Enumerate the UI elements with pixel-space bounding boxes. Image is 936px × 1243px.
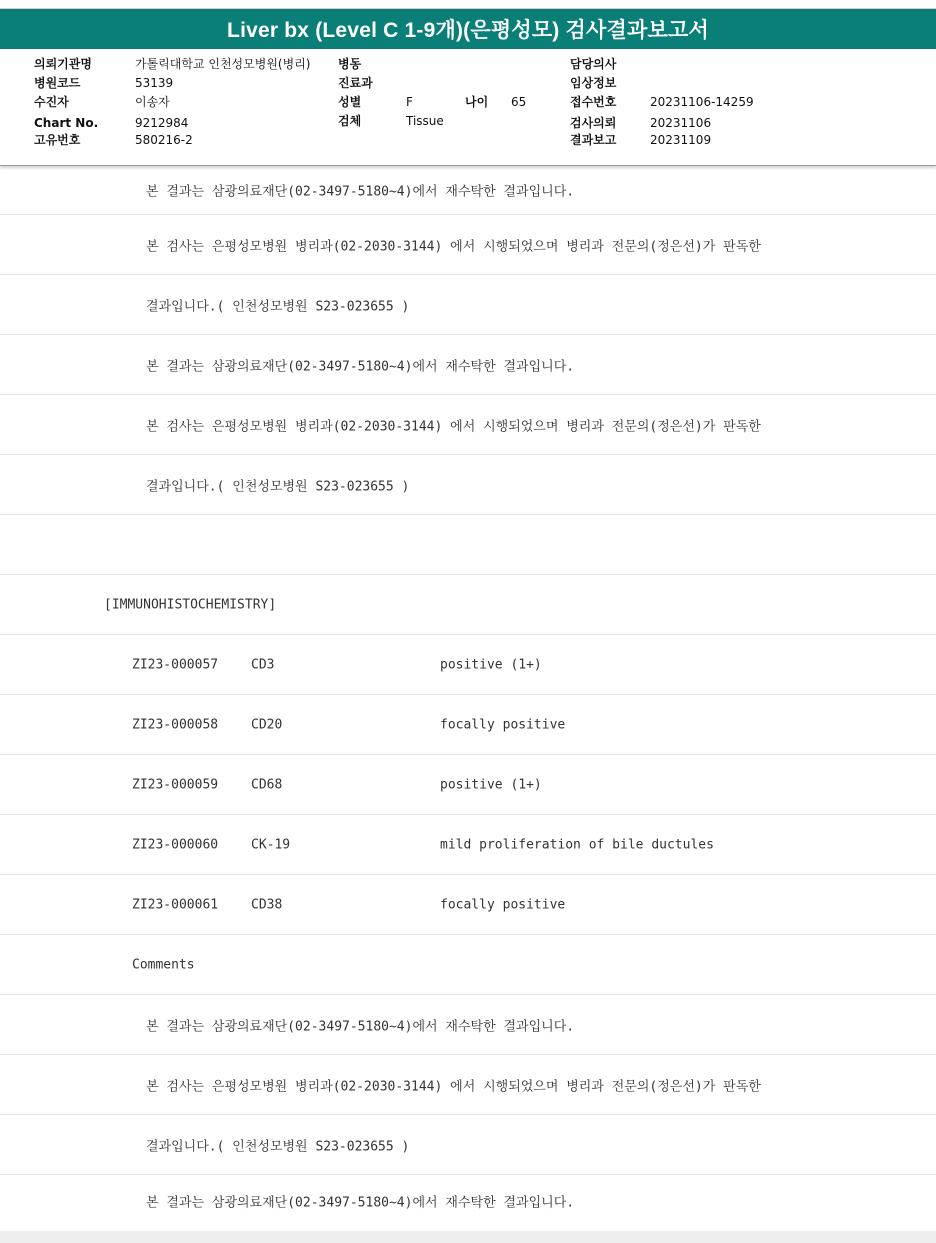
receipt-label: 접수번호 [570, 95, 617, 109]
comments-heading: Comments [0, 935, 936, 995]
ihc-result: mild proliferation of bile ductules [440, 837, 714, 852]
comment-line: 본 결과는 삼광의료재단(02-3497-5180~4)에서 재수탁한 결과입니다. [146, 1195, 575, 1211]
hospcode-label: 병원코드 [34, 76, 81, 90]
sex-value: F [406, 95, 413, 109]
report-title: Liver bx (Level C 1-9개)(은평성모) 검사결과보고서 [0, 9, 936, 49]
ihc-row [0, 755, 936, 815]
dept-label: 진료과 [338, 76, 373, 90]
ihc-id: ZI23-000061 [132, 897, 219, 912]
ihc-id: ZI23-000059 [132, 777, 219, 792]
report-body [0, 166, 936, 1227]
report-date-label: 결과보고 [570, 133, 617, 147]
ihc-marker: CD38 [251, 897, 283, 912]
ihc-row [0, 815, 936, 875]
report-line: 본 결과는 삼광의료재단(02-3497-5180~4)에서 재수탁한 결과입니다. [0, 166, 936, 215]
ihc-marker: CD68 [251, 777, 283, 792]
report-line: 결과입니다.( 인천성모병원 S23-023655 ) [0, 455, 936, 515]
comment-line: 결과입니다.( 인천성모병원 S23-023655 ) [0, 1115, 936, 1175]
age-label: 나이 [465, 95, 489, 109]
ihc-result: positive (1+) [440, 777, 542, 792]
patient-label: 수진자 [34, 95, 69, 109]
unique-value: 580216-2 [135, 133, 193, 147]
ihc-section-heading: [IMMUNOHISTOCHEMISTRY] [0, 575, 936, 635]
report-date-value: 20231109 [650, 133, 712, 147]
ihc-id: ZI23-000060 [132, 837, 219, 852]
hospcode-value: 53139 [135, 76, 174, 90]
patient-info-panel [0, 49, 936, 166]
ward-label: 병동 [338, 57, 362, 71]
ihc-row [0, 635, 936, 695]
patient-value: 이송자 [135, 95, 170, 109]
ihc-marker: CD3 [251, 657, 275, 672]
specimen-value: Tissue [406, 114, 444, 128]
ihc-id: ZI23-000057 [132, 657, 219, 672]
ihc-row [0, 875, 936, 935]
institution-label: 의뢰기관명 [34, 57, 92, 71]
unique-label: 고유번호 [34, 133, 81, 147]
age-value: 65 [511, 95, 527, 109]
ihc-row [0, 695, 936, 755]
ihc-result: positive (1+) [440, 657, 542, 672]
receipt-value: 20231106-14259 [650, 95, 754, 109]
top-border [0, 0, 936, 9]
specimen-label: 검체 [338, 114, 362, 128]
ihc-result: focally positive [440, 897, 566, 912]
chart-label: Chart No. [34, 116, 99, 130]
comment-line: 본 검사는 은평성모병원 병리과(02-2030-3144) 에서 시행되었으며 병리과 전문의(정은선)가 판독한 [0, 1055, 936, 1115]
request-value: 20231106 [650, 116, 712, 130]
report-line: 결과입니다.( 인천성모병원 S23-023655 ) [0, 275, 936, 335]
clinical-label: 임상정보 [570, 76, 617, 90]
chart-value: 9212984 [135, 116, 189, 130]
report-line-blank [0, 515, 936, 575]
ihc-marker: CK-19 [251, 837, 291, 852]
ihc-result: focally positive [440, 717, 566, 732]
sex-label: 성별 [338, 95, 362, 109]
bottom-scroll-area [0, 1231, 936, 1243]
report-line: 본 결과는 삼광의료재단(02-3497-5180~4)에서 재수탁한 결과입니다. [0, 335, 936, 395]
ihc-id: ZI23-000058 [132, 717, 219, 732]
report-line: 본 검사는 은평성모병원 병리과(02-2030-3144) 에서 시행되었으며 병리과 전문의(정은선)가 판독한 [0, 215, 936, 275]
ihc-marker: CD20 [251, 717, 283, 732]
comment-line: 본 결과는 삼광의료재단(02-3497-5180~4)에서 재수탁한 결과입니다. [0, 995, 936, 1055]
report-line: 본 검사는 은평성모병원 병리과(02-2030-3144) 에서 시행되었으며 병리과 전문의(정은선)가 판독한 [0, 395, 936, 455]
institution-value: 가톨릭대학교 인천성모병원(병리) [135, 57, 311, 71]
doctor-label: 담당의사 [570, 57, 617, 71]
request-label: 검사의뢰 [570, 116, 617, 130]
